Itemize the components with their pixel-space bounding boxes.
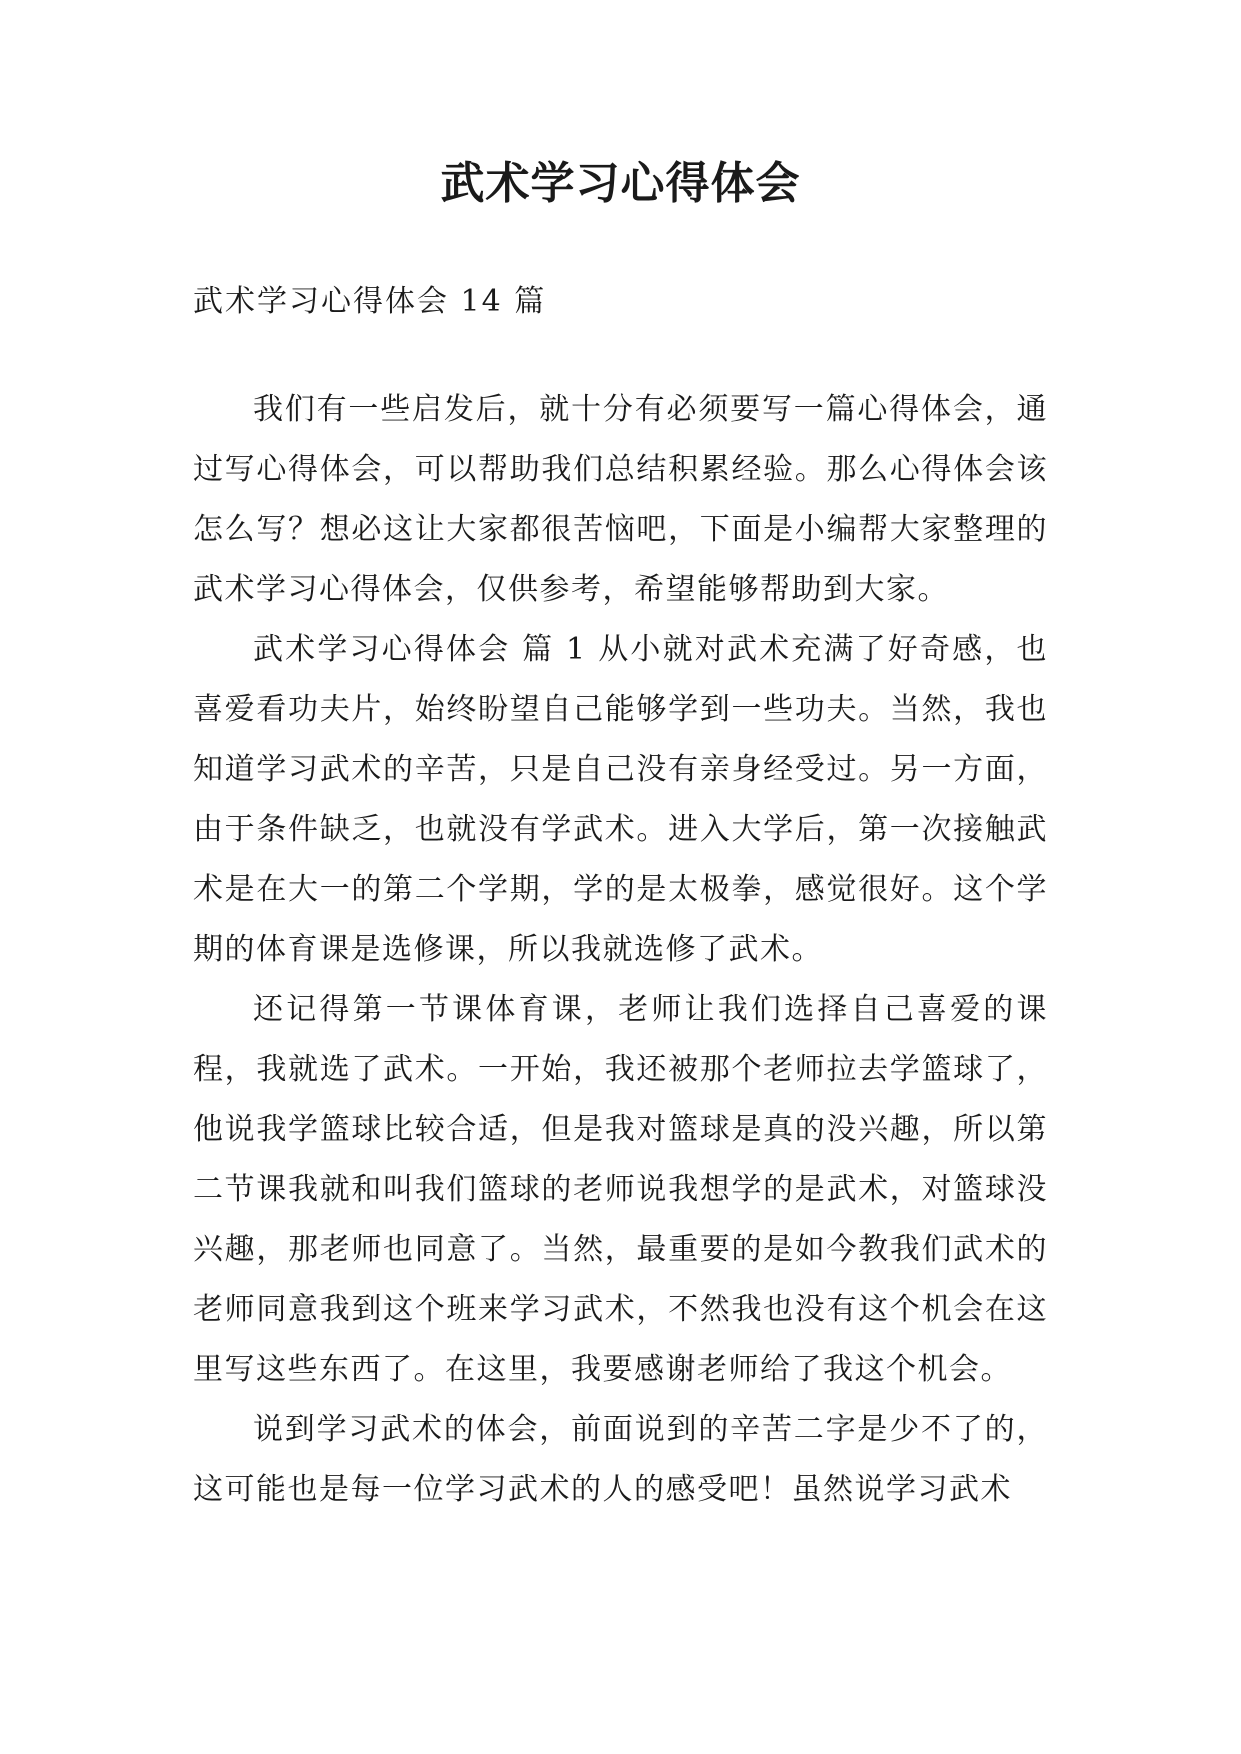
paragraph-intro: 我们有一些启发后，就十分有必须要写一篇心得体会，通过写心得体会，可以帮助我们总结积累经验。那么心得体会该怎么写？想必这让大家都很苦恼吧，下面是小编帮大家整理的武术学习心得体会，仅供参考，希望能够帮助到大家。 (193, 392, 1048, 607)
document-subtitle: 武术学习心得体会 14 篇 (193, 284, 547, 319)
paragraph-experience: 说到学习武术的体会，前面说到的辛苦二字是少不了的，这可能也是每一位学习武术的人的感受吧！虽然说学习武术 (193, 1412, 1048, 1507)
document-body (193, 380, 1048, 1520)
paragraph-first-class: 还记得第一节课体育课，老师让我们选择自己喜爱的课程，我就选了武术。一开始，我还被那个老师拉去学篮球了，他说我学篮球比较合适，但是我对篮球是真的没兴趣，所以第二节课我就和叫我们篮球的老师说我想学的是武术，对篮球没兴趣，那老师也同意了。当然，最重要的是如今教我们武术的老师同意我到这个班来学习武术，不然我也没有这个机会在这里写这些东西了。在这里，我要感谢老师给了我这个机会。 (193, 992, 1048, 1387)
paragraph-part-1: 武术学习心得体会 篇 1 从小就对武术充满了好奇感，也喜爱看功夫片，始终盼望自己能够学到一些功夫。当然，我也知道学习武术的辛苦，只是自己没有亲身经受过。另一方面，由于条件缺乏，也就没有学武术。进入大学后，第一次接触武术是在大一的第二个学期，学的是太极拳，感觉很好。这个学期的体育课是选修课，所以我就选修了武术。 (193, 632, 1048, 967)
document-title: 武术学习心得体会 (440, 158, 801, 209)
